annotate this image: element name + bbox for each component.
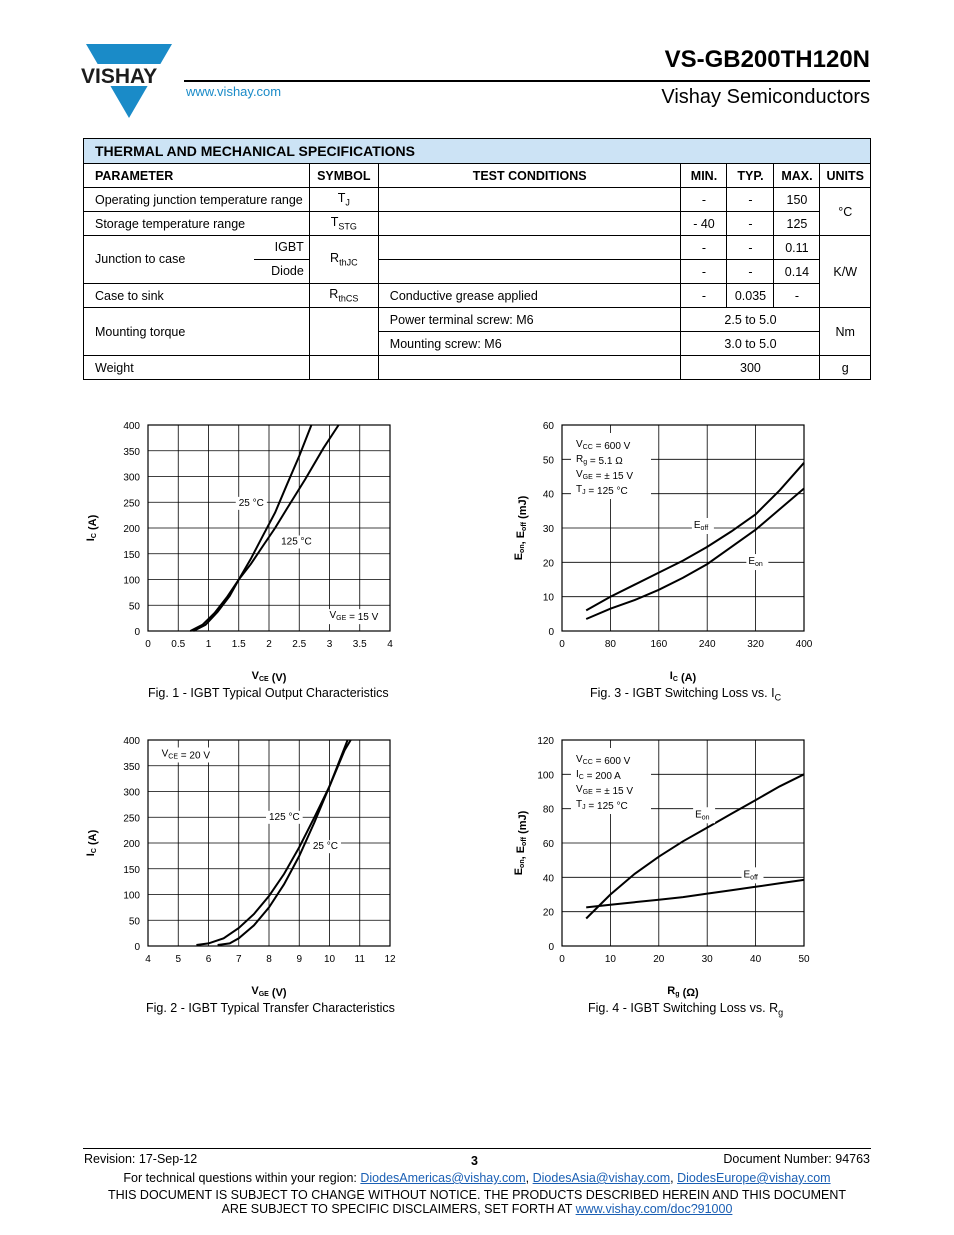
- cell-conditions: [378, 212, 681, 236]
- y-tick-label: 300: [123, 787, 140, 799]
- y-tick-label: 150: [123, 549, 140, 561]
- cell-parameter: Case to sink: [84, 284, 310, 308]
- table-caption: THERMAL AND MECHANICAL SPECIFICATIONS: [84, 139, 871, 164]
- fig3-caption: Fig. 3 - IGBT Switching Loss vs. $I_C$: [590, 686, 782, 703]
- cell-symbol: [309, 308, 378, 356]
- cell-typ: -: [727, 212, 774, 236]
- cell-typ: -: [727, 260, 774, 284]
- cell-min: - 40: [681, 212, 727, 236]
- y-tick-label: 10: [542, 592, 554, 604]
- x-tick-label: 2.5: [292, 639, 307, 650]
- y-tick-label: 400: [123, 421, 140, 432]
- table-row: [84, 308, 871, 332]
- col-header-units: UNITS: [820, 164, 871, 188]
- x-axis-label: VGE (V): [251, 985, 287, 999]
- cell-units: g: [820, 356, 871, 380]
- diode-label: Diode: [271, 264, 304, 278]
- x-tick-label: 4: [387, 639, 393, 650]
- y-tick-label: 200: [123, 839, 140, 850]
- cell-symbol: $T_{STG}$: [309, 212, 378, 236]
- cell-max: -: [774, 284, 820, 308]
- cell-parameter: Mounting torque: [84, 308, 310, 356]
- fig4-caption: Fig. 4 - IGBT Switching Loss vs. $R_g$: [588, 1001, 784, 1018]
- table-row: [84, 236, 871, 260]
- cell-parameter: Weight: [84, 356, 310, 380]
- cell-max: 0.14: [774, 260, 820, 284]
- y-tick-label: 100: [537, 770, 554, 782]
- thermal-mechanical-spec-table: [83, 138, 871, 380]
- y-tick-label: 120: [537, 736, 554, 747]
- cell-min: -: [681, 284, 727, 308]
- y-tick-label: 50: [128, 916, 140, 928]
- cell-min: -: [681, 260, 727, 284]
- footer-document-number: Document Number: 94763: [723, 1152, 870, 1166]
- header-rule: [184, 80, 870, 82]
- y-tick-label: 0: [134, 627, 140, 638]
- test-condition: $V_{GE}$ = ± 15 V: [576, 469, 634, 482]
- y-tick-label: 0: [134, 942, 140, 953]
- series-label: $E_{off}$: [693, 520, 709, 532]
- table-row: [84, 188, 871, 212]
- test-condition: $R_g = 5.1$ Ω: [576, 454, 623, 467]
- x-tick-label: 7: [235, 954, 242, 965]
- x-tick-label: 40: [750, 954, 762, 965]
- chart-annotation: $V_{CE} = 20$ V: [161, 748, 210, 762]
- test-condition: $I_C = 200$ A: [576, 769, 621, 782]
- col-header-symbol: SYMBOL: [309, 164, 378, 188]
- y-tick-label: 400: [123, 736, 140, 747]
- y-tick-label: 20: [542, 558, 554, 570]
- cell-units: °C: [820, 188, 871, 236]
- footer-disclaimer-1: THIS DOCUMENT IS SUBJECT TO CHANGE WITHOUT NOTICE. THE PRODUCTS DESCRIBED HEREIN AND THIS DOCUMENT: [107, 1188, 847, 1202]
- y-tick-label: 350: [123, 761, 140, 773]
- y-tick-label: 60: [542, 421, 554, 432]
- x-tick-label: 5: [175, 954, 182, 965]
- x-tick-label: 160: [650, 639, 668, 650]
- x-tick-label: 0.5: [171, 639, 186, 650]
- y-tick-label: 50: [128, 601, 140, 613]
- x-tick-label: 4: [145, 954, 151, 965]
- col-header-test-conditions: TEST CONDITIONS: [378, 164, 681, 188]
- x-tick-label: 3: [326, 639, 333, 650]
- table-header-row: [84, 164, 871, 188]
- cell-value: 3.0 to 5.0: [681, 332, 820, 356]
- x-tick-label: 80: [604, 639, 616, 650]
- x-tick-label: 20: [653, 954, 665, 965]
- series-line-2: [586, 880, 804, 908]
- footer-page-number: 3: [471, 1154, 478, 1168]
- cell-conditions: Conductive grease applied: [378, 284, 681, 308]
- x-tick-label: 6: [205, 954, 212, 965]
- y-tick-label: 60: [542, 839, 554, 850]
- chart-annotation: 25 °C: [312, 841, 338, 853]
- cell-symbol: $R_{thCS}$: [309, 284, 378, 308]
- cell-symbol: $T_J$: [309, 188, 378, 212]
- y-axis-label: IC (A): [85, 514, 99, 542]
- table-row: [84, 212, 871, 236]
- series-label: $E_{on}$: [695, 809, 710, 822]
- email-asia-link[interactable]: DiodesAsia@vishay.com: [532, 1171, 671, 1185]
- fig1-caption: Fig. 1 - IGBT Typical Output Characteristics: [148, 686, 389, 700]
- document-subtitle: Vishay Semiconductors: [661, 86, 870, 108]
- x-axis-label: VCE (V): [251, 670, 287, 684]
- x-tick-label: 0: [559, 954, 565, 965]
- cell-min: -: [681, 188, 727, 212]
- cell-max: 125: [774, 212, 820, 236]
- chart-annotation: 125 °C: [269, 811, 300, 823]
- logo-text: VISHAY: [81, 65, 158, 88]
- x-tick-label: 0: [145, 639, 151, 650]
- y-tick-label: 100: [123, 890, 140, 902]
- cell-typ: -: [727, 236, 774, 260]
- vishay-logo: [80, 44, 180, 120]
- cell-typ: 0.035: [727, 284, 774, 308]
- document-title: VS-GB200TH120N: [664, 46, 870, 73]
- chart-annotation: 25 °C: [238, 497, 264, 509]
- y-tick-label: 150: [123, 864, 140, 876]
- x-tick-label: 9: [296, 954, 303, 965]
- email-americas-link[interactable]: DiodesAmericas@vishay.com: [360, 1171, 526, 1185]
- y-axis-label: Eon, Eoff (mJ): [513, 495, 529, 561]
- cell-units: Nm: [820, 308, 871, 356]
- x-tick-label: 3.5: [352, 639, 367, 650]
- fig1-output-characteristics-chart: [78, 412, 408, 684]
- y-tick-label: 350: [123, 446, 140, 458]
- series-label: $E_{on}$: [748, 556, 763, 569]
- x-tick-label: 10: [604, 954, 616, 965]
- table-row: [84, 284, 871, 308]
- fig4-switching-loss-vs-rg-chart: [492, 727, 822, 999]
- test-condition: $V_{CC} = 600$ V: [576, 754, 631, 767]
- cell-units: K/W: [820, 236, 871, 308]
- chart-annotation: $V_{GE} = 15$ V: [329, 610, 379, 624]
- cell-max: 150: [774, 188, 820, 212]
- test-condition: $V_{CC} = 600$ V: [576, 439, 631, 452]
- cell-conditions: Power terminal screw: M6: [378, 308, 681, 332]
- series-label: $E_{off}$: [743, 869, 758, 882]
- fig3-switching-loss-vs-ic-chart: [492, 412, 822, 684]
- cell-conditions: [378, 260, 681, 284]
- y-tick-label: 100: [123, 575, 140, 587]
- y-tick-label: 80: [542, 804, 554, 816]
- cell-parameter-junction: [84, 236, 310, 284]
- igbt-label: IGBT: [274, 240, 304, 254]
- x-tick-label: 320: [747, 639, 764, 650]
- cell-symbol: $R_{thJC}$: [309, 236, 378, 284]
- x-tick-label: 400: [795, 639, 813, 650]
- y-tick-label: 0: [548, 627, 554, 638]
- y-axis-label: Eon, Eoff (mJ): [513, 810, 529, 876]
- cell-typ: -: [727, 188, 774, 212]
- x-tick-label: 12: [384, 954, 396, 965]
- cell-parameter: Storage temperature range: [84, 212, 310, 236]
- cell-value: 2.5 to 5.0: [681, 308, 820, 332]
- y-tick-label: 20: [542, 907, 554, 919]
- y-tick-label: 40: [542, 873, 554, 885]
- y-tick-label: 250: [123, 813, 140, 825]
- cell-value: 300: [681, 356, 820, 380]
- cell-parameter: Operating junction temperature range: [84, 188, 310, 212]
- footer-revision: Revision: 17-Sep-12: [84, 1152, 198, 1166]
- x-tick-label: 11: [354, 954, 365, 965]
- x-tick-label: 1.5: [231, 639, 246, 650]
- x-tick-label: 50: [798, 954, 810, 965]
- cell-min: -: [681, 236, 727, 260]
- cell-conditions: [378, 236, 681, 260]
- y-axis-label: IC (A): [85, 829, 99, 857]
- cell-symbol: [309, 356, 378, 380]
- col-header-parameter: PARAMETER: [84, 164, 310, 188]
- y-tick-label: 250: [123, 498, 140, 510]
- x-axis-label: IC (A): [669, 670, 697, 684]
- x-tick-label: 2: [266, 639, 272, 650]
- cell-conditions: [378, 356, 681, 380]
- x-tick-label: 240: [698, 639, 716, 650]
- cell-max: 0.11: [774, 236, 820, 260]
- vishay-url-link[interactable]: www.vishay.com: [186, 84, 282, 99]
- x-tick-label: 8: [266, 954, 272, 965]
- footer-rule: [83, 1148, 871, 1149]
- email-europe-link[interactable]: DiodesEurope@vishay.com: [677, 1171, 831, 1185]
- x-tick-label: 10: [323, 954, 336, 965]
- x-tick-label: 0: [559, 639, 565, 650]
- fig2-caption: Fig. 2 - IGBT Typical Transfer Characteristics: [146, 1001, 395, 1015]
- cell-conditions: Mounting screw: M6: [378, 332, 681, 356]
- test-condition: $T_J = 125$ °C: [576, 484, 628, 497]
- y-tick-label: 200: [123, 524, 140, 535]
- table-row: [84, 356, 871, 380]
- test-conditions-block: [571, 433, 651, 499]
- x-tick-label: 30: [701, 954, 713, 965]
- y-tick-label: 40: [542, 489, 554, 501]
- col-header-max: MAX.: [774, 164, 820, 188]
- fig2-transfer-characteristics-chart: [78, 727, 408, 999]
- col-header-typ: TYP.: [727, 164, 774, 188]
- cell-conditions: [378, 188, 681, 212]
- y-tick-label: 30: [542, 524, 554, 535]
- chart-annotation: 125 °C: [281, 536, 312, 548]
- x-axis-label: Rg (Ω): [667, 985, 699, 999]
- test-condition: $V_{GE}$ = ± 15 V: [576, 784, 634, 797]
- disclaimer-link[interactable]: www.vishay.com/doc?91000: [575, 1202, 733, 1216]
- footer-disclaimer-2: ARE SUBJECT TO SPECIFIC DISCLAIMERS, SET FORTH AT www.vishay.com/doc?91000: [221, 1202, 733, 1216]
- footer-contact-line: For technical questions within your region: DiodesAmericas@vishay.com, DiodesAsia@vishay.com, DiodesEurope@vishay.com: [123, 1171, 831, 1185]
- y-tick-label: 300: [123, 472, 140, 484]
- y-tick-label: 0: [548, 942, 554, 953]
- junction-to-case-label: Junction to case: [95, 252, 186, 266]
- y-tick-label: 50: [542, 455, 554, 467]
- test-conditions-block: [571, 748, 651, 814]
- x-tick-label: 1: [205, 639, 212, 650]
- test-condition: $T_J = 125$ °C: [576, 799, 628, 812]
- col-header-min: MIN.: [681, 164, 727, 188]
